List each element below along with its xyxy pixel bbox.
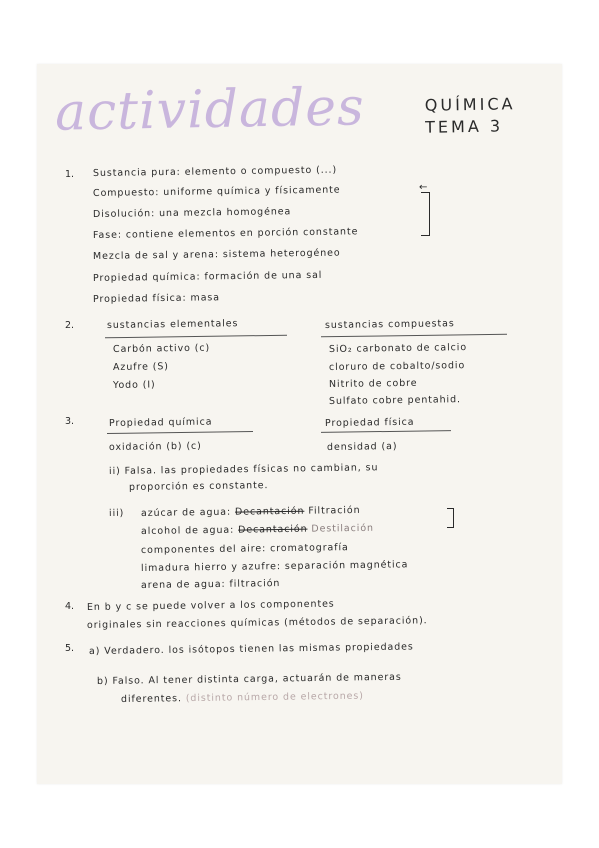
q1-number: 1. <box>65 169 75 180</box>
notebook-page <box>37 64 562 784</box>
q2-right-header: sustancias compuestas <box>324 318 455 331</box>
q1-line-3: Disolución: una mezcla homogénea <box>92 206 292 220</box>
q5-a: a) Verdadero. los isótopos tienen las mismas propiedades <box>88 641 414 657</box>
q2-right-rule <box>321 334 507 338</box>
q2-right-3: Nitrito de cobre <box>328 377 418 390</box>
q3-iii-1-item: azúcar de agua: <box>140 506 232 519</box>
q1-line-2: Compuesto: uniforme química y físicamente <box>92 184 341 199</box>
q2-number: 2. <box>65 320 75 331</box>
subject-line-1: QUÍMICA <box>424 94 516 115</box>
q3-ii-line-2: proporción es constante. <box>128 480 269 493</box>
q3-iii-label: iii) <box>108 507 125 519</box>
q3-iii-line-4: limadura hierro y azufre: separación magnética <box>140 559 409 574</box>
q2-right-1: SiO₂ carbonato de calcio <box>328 342 468 355</box>
q4-line-1: En b y c se puede volver a los componentes <box>86 598 335 613</box>
q2-left-2: Azufre (S) <box>112 361 169 373</box>
subject-heading <box>425 93 516 139</box>
q3-iii-line-3: componentes del aire: cromatografía <box>140 542 349 556</box>
q3-iii-2-answer: Destilación <box>311 522 374 535</box>
q2-left-1: Carbón activo (c) <box>112 342 211 355</box>
q5-b-note: (distinto número de electrones) <box>185 690 364 705</box>
q1-line-7: Propiedad física: masa <box>92 292 221 305</box>
q1-bracket <box>421 192 430 236</box>
q3-right-value: densidad (a) <box>326 441 398 453</box>
q3-left-rule <box>107 431 253 434</box>
q3-iii-1-answer: Filtración <box>308 504 361 517</box>
q3-iii-2-struck: Decantación <box>238 523 308 536</box>
q4-line-2: originales sin reacciones químicas (métodos de separación). <box>86 615 428 631</box>
q3-right-rule <box>321 430 451 433</box>
subject-line-2: TEMA 3 <box>425 116 504 137</box>
q2-left-rule <box>105 335 287 339</box>
q3-number: 3. <box>65 416 75 427</box>
q3-left-header: Propiedad química <box>108 416 213 429</box>
q3-left-value: oxidación (b) (c) <box>108 440 202 453</box>
q2-left-3: Yodo (I) <box>112 379 156 391</box>
q2-right-4: Sulfato cobre pentahid. <box>328 394 461 407</box>
q3-ii-line-1: ii) Falsa. las propiedades físicas no cambian, su <box>108 462 379 477</box>
q3-iii-2-item: alcohol de agua: <box>140 524 235 537</box>
q1-line-1: Sustancia pura: elemento o compuesto (...) <box>92 164 338 179</box>
q3-iii-line-1 <box>141 505 361 519</box>
q5-number: 5. <box>65 643 75 654</box>
q1-line-5: Mezcla de sal y arena: sistema heterogéneo <box>92 247 341 262</box>
q5-b-line-2 <box>121 691 364 705</box>
q3-iii-line-2 <box>141 523 374 537</box>
q1-line-4: Fase: contiene elementos en porción constante <box>92 226 359 241</box>
q2-right-2: cloruro de cobalto/sodio <box>328 360 466 373</box>
q1-line-6: Propiedad química: formación de una sal <box>92 269 323 284</box>
q5-b-line-1: b) Falso. Al tener distinta carga, actuarán de maneras <box>96 671 402 687</box>
q5-b-text: diferentes. <box>120 693 182 705</box>
q2-left-header: sustancias elementales <box>106 318 239 331</box>
arrow-left-icon: ← <box>419 182 428 193</box>
q3-iii-1-struck: Decantación <box>234 505 305 518</box>
page-title: actividades <box>54 77 366 143</box>
q3-iii-bracket <box>447 508 454 528</box>
q4-number: 4. <box>65 601 75 612</box>
q3-iii-line-5: arena de agua: filtración <box>140 578 281 591</box>
q3-right-header: Propiedad física <box>324 416 415 429</box>
